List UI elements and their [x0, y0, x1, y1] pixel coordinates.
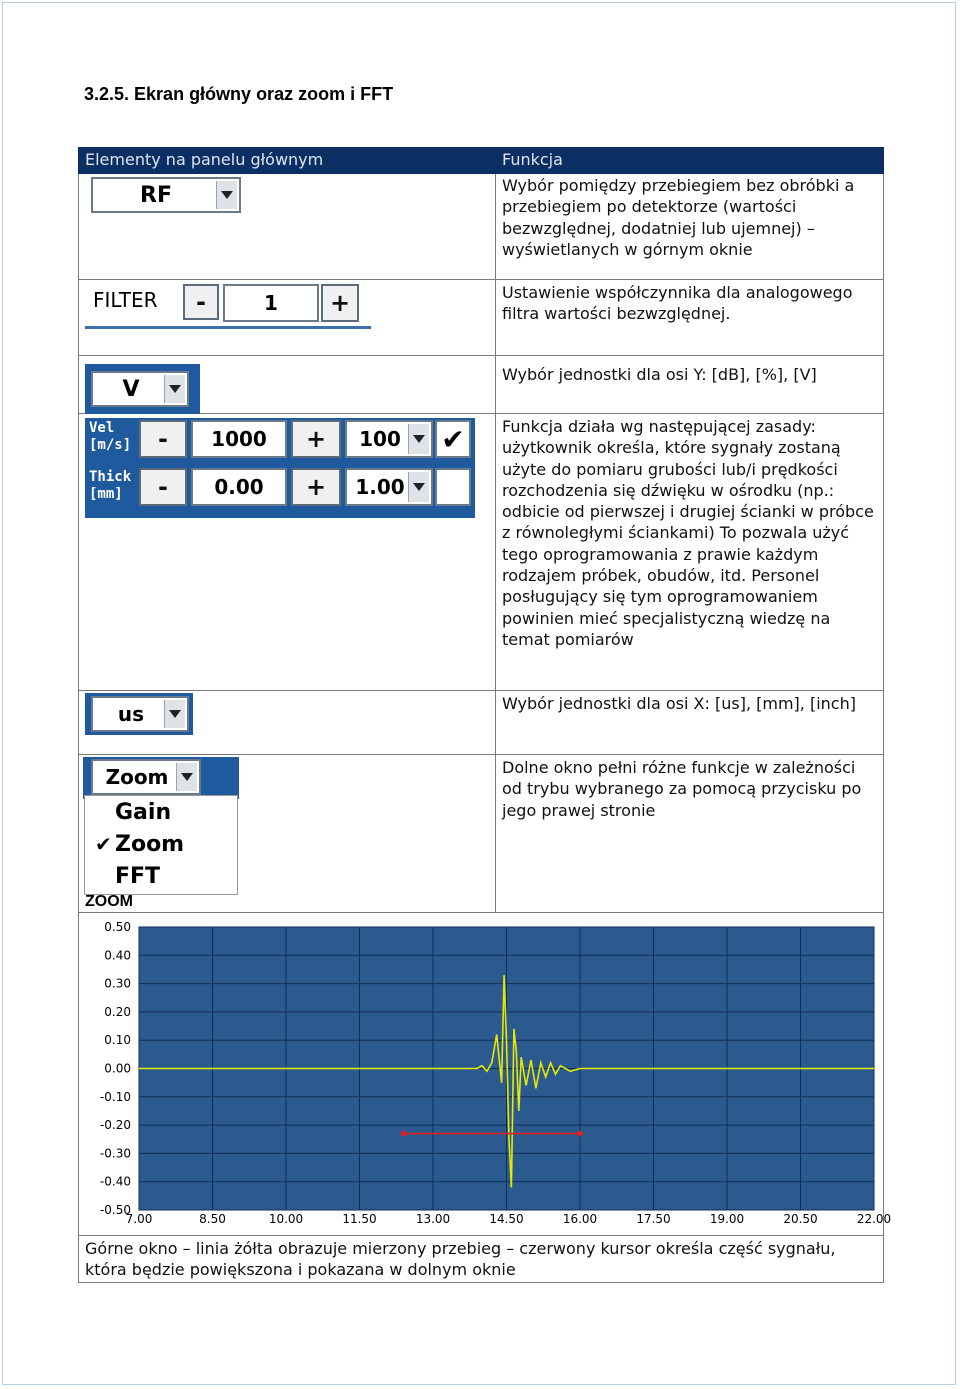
x-tick-label: 11.50 [342, 1212, 377, 1226]
y-tick-label: -0.40 [99, 1174, 131, 1189]
filter-value[interactable]: 1 [223, 284, 319, 322]
y-tick-label: -0.10 [99, 1089, 131, 1104]
y-tick-label: -0.30 [99, 1146, 131, 1161]
thick-minus-button[interactable]: - [139, 468, 187, 506]
x-tick-label: 17.50 [636, 1212, 671, 1226]
menu-item-gain[interactable]: Gain [115, 800, 172, 825]
filter-cell [79, 280, 496, 356]
xunit-combo[interactable] [91, 696, 189, 732]
filter-plus-button[interactable]: + [321, 284, 359, 322]
cursor-start-marker [401, 1131, 407, 1137]
x-tick-label: 20.50 [783, 1212, 818, 1226]
chevron-down-icon[interactable] [164, 700, 185, 728]
filter-desc: Ustawienie współczynnika dla analogowego filtra wartości bezwzględnej. [496, 280, 884, 356]
x-tick-label: 22.00 [856, 1212, 892, 1226]
mode-combo-value: Zoom [105, 765, 169, 789]
menu-item-zoom[interactable]: Zoom [115, 832, 185, 857]
y-tick-label: 0.40 [104, 948, 131, 963]
chevron-down-icon[interactable] [408, 424, 429, 454]
xunit-cell [79, 691, 496, 755]
zoom-label: ZOOM [85, 893, 133, 910]
y-tick-label: 0.20 [104, 1004, 131, 1019]
x-tick-label: 14.50 [489, 1212, 524, 1226]
x-tick-label: 8.50 [199, 1212, 226, 1226]
y-tick-label: 0.30 [104, 976, 131, 991]
x-tick-label: 19.00 [709, 1212, 745, 1226]
yunit-combo[interactable] [91, 371, 189, 407]
x-tick-label: 7.00 [125, 1212, 153, 1226]
y-tick-label: 0.00 [104, 1061, 131, 1076]
rf-desc: Wybór pomiędzy przebiegiem bez obróbki a przebiegiem po detektorze (wartości bezwzględnej, dodatniej lub ujemnej) – wyświetlanych w górnym oknie [496, 174, 884, 280]
filter-minus-button[interactable]: - [183, 284, 219, 320]
cursor-end-marker [577, 1131, 583, 1137]
vel-minus-button[interactable]: - [139, 420, 187, 458]
xunit-desc: Wybór jednostki dla osi X: [us], [mm], [inch] [496, 691, 884, 755]
x-tick-label: 10.00 [268, 1212, 304, 1226]
filter-label: FILTER [93, 288, 158, 312]
y-tick-label: -0.50 [99, 1203, 131, 1217]
yunit-cell [79, 356, 496, 414]
thick-checkbox[interactable] [435, 468, 471, 506]
waveform-chart [79, 913, 892, 1231]
vel-checkbox[interactable]: ✔ [435, 420, 471, 458]
thick-step-value: 1.00 [355, 475, 405, 499]
thick-step-combo[interactable] [345, 468, 433, 506]
mode-dropdown-menu [84, 795, 238, 895]
y-tick-label: 0.50 [104, 920, 131, 934]
thick-label: Thick [mm] [89, 469, 132, 502]
yunit-desc: Wybór jednostki dla osi Y: [dB], [%], [V] [496, 356, 884, 414]
vel-desc: Funkcja działa wg następującej zasady: użytkownik określa, które sygnały zostaną użyte do pomiaru grubości lub/i prędkości rozchodzenia się dźwięku w ośrodku (np.: odbicie od pierwszej i drugiej ścianki w próbce z równoległymi ściankami) To pozwala użyć tego oprogramowania z prawie każdym rodzajem próbek, obudów, itd. Personel posługujący się tym oprogramowaniem powinien mieć specjalistyczną wiedzę na temat pomiarów [496, 414, 884, 691]
elements-table [78, 147, 892, 1283]
chevron-down-icon[interactable] [408, 472, 429, 502]
yunit-combo-value: V [122, 376, 140, 402]
vel-label: Vel [m/s] [89, 420, 132, 453]
section-title: 3.2.5. Ekran główny oraz zoom i FFT [84, 84, 394, 104]
chevron-down-icon[interactable] [164, 375, 185, 403]
filter-underline [85, 326, 371, 329]
vel-plus-button[interactable]: + [291, 420, 341, 458]
y-tick-label: -0.20 [99, 1118, 131, 1133]
vel-value[interactable]: 1000 [191, 420, 287, 458]
header-function: Funkcja [496, 148, 884, 174]
chevron-down-icon[interactable] [176, 763, 197, 791]
mode-cell [79, 755, 496, 913]
chart-cell [79, 913, 892, 1236]
rf-combo-value: RF [140, 182, 172, 208]
menu-item-fft[interactable]: FFT [115, 864, 161, 889]
check-icon: ✔ [95, 832, 112, 856]
vel-step-combo[interactable] [345, 420, 433, 458]
xunit-combo-value: us [117, 702, 145, 726]
y-tick-label: 0.10 [104, 1033, 131, 1048]
vel-cell [79, 414, 496, 691]
header-elements: Elementy na panelu głównym [79, 148, 496, 174]
x-tick-label: 16.00 [562, 1212, 598, 1226]
rf-cell [79, 174, 496, 280]
rf-combo[interactable] [91, 177, 241, 213]
thick-plus-button[interactable]: + [291, 468, 341, 506]
mode-desc: Dolne okno pełni różne funkcje w zależności od trybu wybranego za pomocą przycisku po jego prawej stronie [496, 755, 884, 913]
thick-value[interactable]: 0.00 [191, 468, 287, 506]
chart-caption: Górne okno – linia żółta obrazuje mierzony przebieg – czerwony kursor określa część sygnału, która będzie powiększona i pokazana w dolnym oknie [79, 1236, 884, 1283]
chevron-down-icon[interactable] [216, 181, 237, 209]
x-tick-label: 13.00 [415, 1212, 451, 1226]
mode-combo[interactable] [91, 759, 201, 795]
vel-step-value: 100 [359, 427, 401, 451]
